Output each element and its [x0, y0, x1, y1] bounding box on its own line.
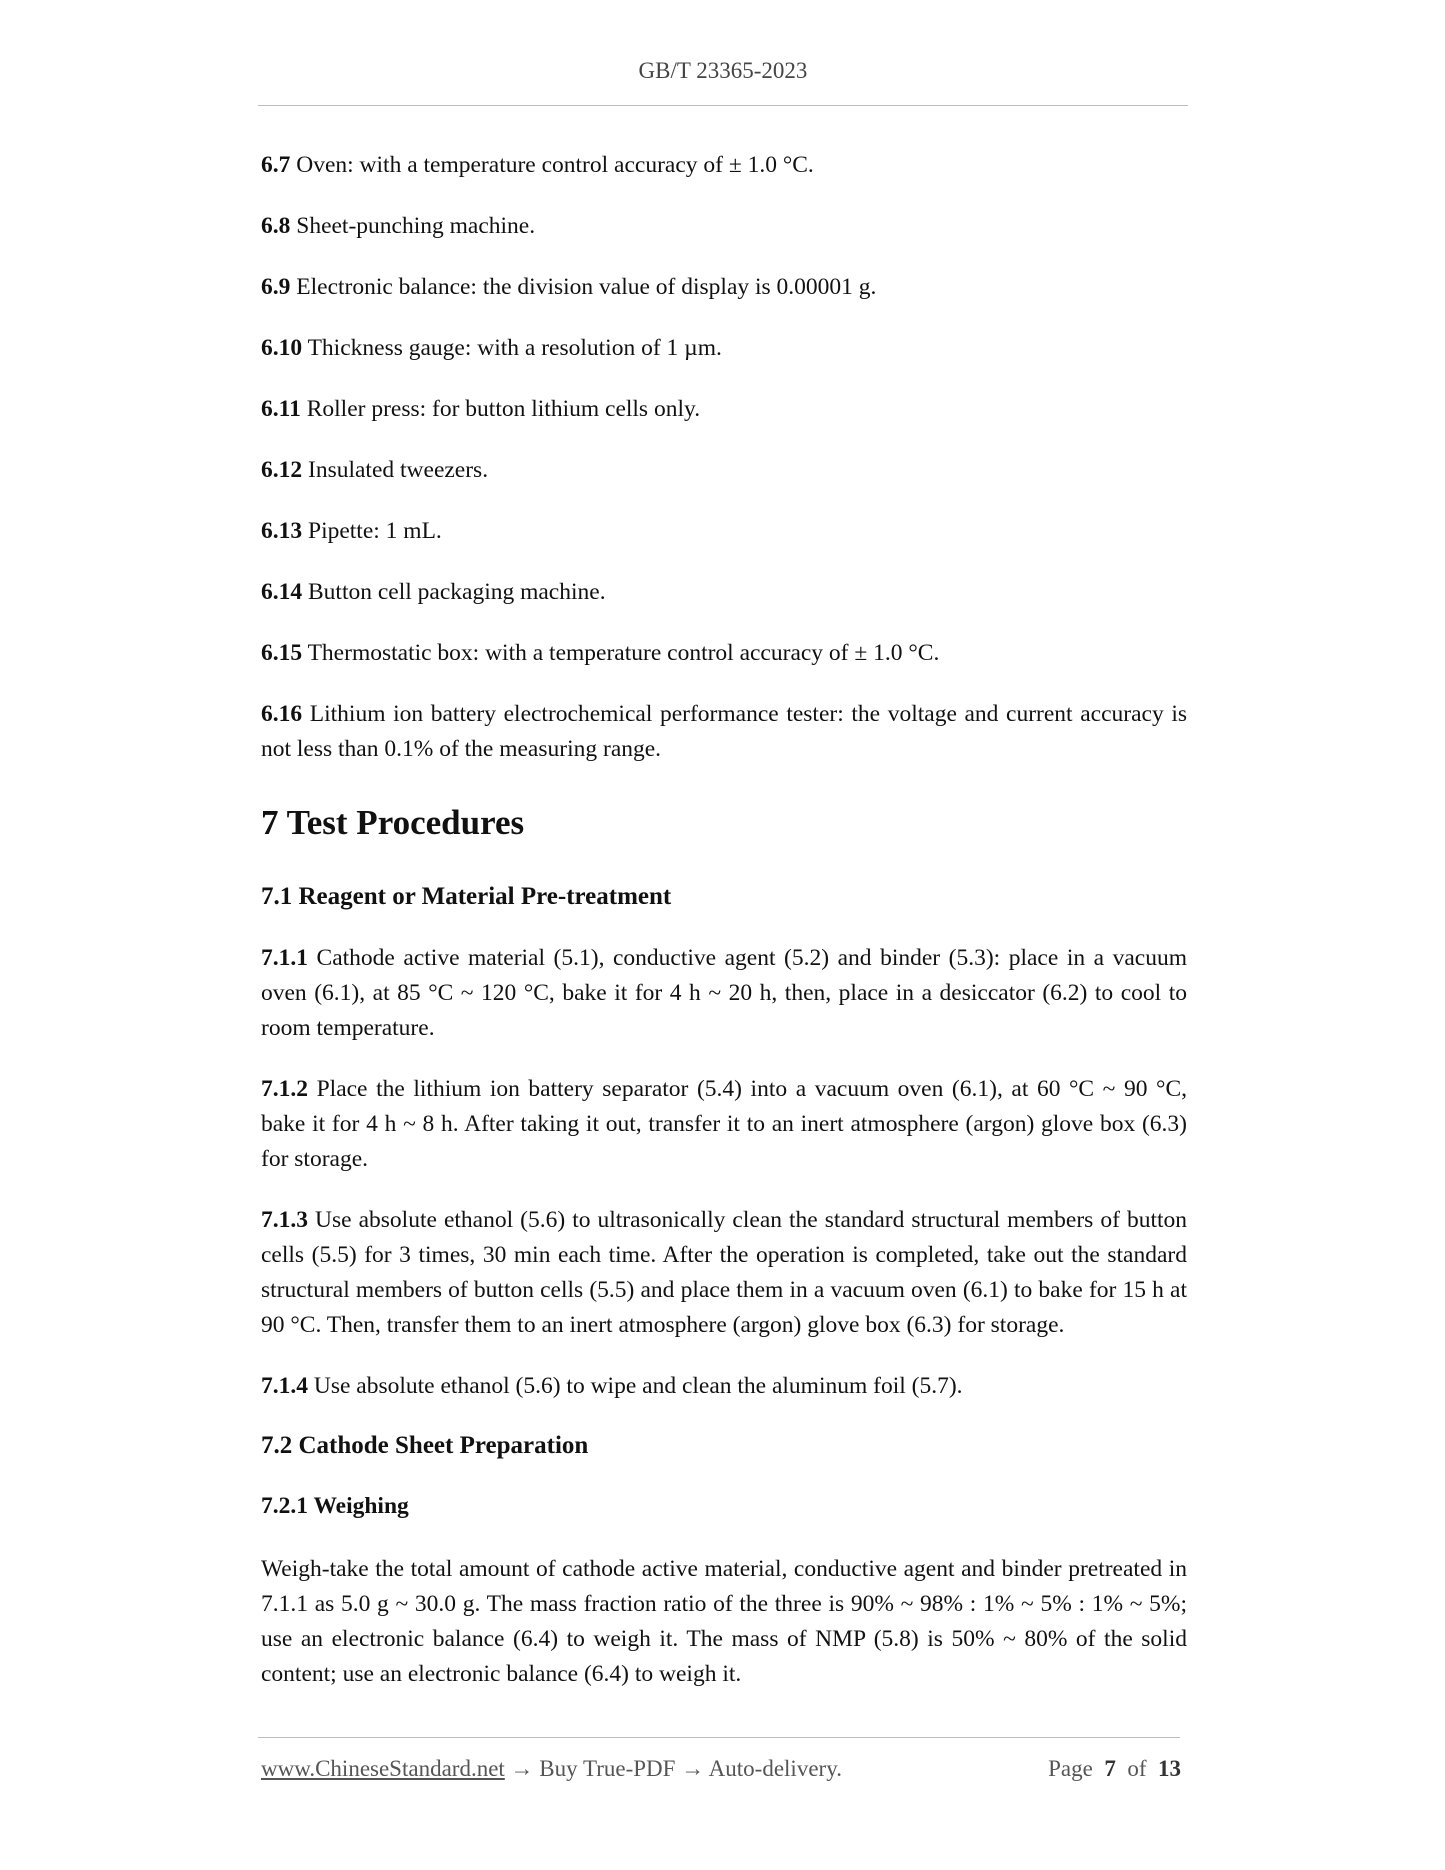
clause-number: 6.15: [261, 640, 303, 666]
clause-text: Oven: with a temperature control accuracy of ± 1.0 °C.: [296, 152, 814, 178]
page-label: Page: [1048, 1756, 1093, 1781]
clause-number: 6.9: [261, 274, 291, 300]
subsection-heading-7-2: 7.2 Cathode Sheet Preparation: [261, 1432, 589, 1459]
clause-number: 6.12: [261, 457, 303, 483]
clause-text: Insulated tweezers.: [308, 457, 489, 483]
clause-text: Electronic balance: the division value of display is 0.00001 g.: [296, 274, 877, 300]
clause-text: Use absolute ethanol (5.6) to ultrasonically clean the standard structural members of button cells (5.5) for 3 times, 30 min each time. After the operation is completed, take out the standard structural members of button cells (5.5) and place them in a vacuum oven (6.1) to bake for 15 h at 90 °C. Then, transfer them to an inert atmosphere (argon) glove box (6.3) for storage.: [261, 1207, 1188, 1338]
subsection-heading-7-1: 7.1 Reagent or Material Pre-treatment: [261, 883, 672, 910]
of-label: of: [1127, 1756, 1147, 1781]
clause-number: 7.1.4: [261, 1373, 308, 1399]
clause-number: 6.7: [261, 152, 291, 178]
footer-divider: [258, 1737, 1180, 1738]
website-link[interactable]: www.ChineseStandard.net: [261, 1756, 505, 1781]
subsubsection-heading-7-2-1: 7.2.1 Weighing: [261, 1493, 409, 1519]
clause-text: Use absolute ethanol (5.6) to wipe and clean the aluminum foil (5.7).: [313, 1373, 963, 1399]
page-indicator: [1048, 1756, 1181, 1782]
clause-6-14: [261, 575, 1187, 610]
section-heading-7: 7 Test Procedures: [261, 803, 525, 842]
clause-6-11: [261, 392, 1187, 427]
clause-7-1-2: [261, 1072, 1187, 1177]
clause-6-15: [261, 636, 1187, 671]
clause-6-10: [261, 331, 1187, 366]
clause-text: Button cell packaging machine.: [308, 579, 606, 605]
clause-6-13: [261, 514, 1187, 549]
clause-text: Lithium ion battery electrochemical performance tester: the voltage and current accuracy is not less than 0.1% of the measuring range.: [261, 701, 1187, 762]
page-total: 13: [1158, 1756, 1181, 1781]
clause-text: Roller press: for button lithium cells only.: [306, 396, 701, 422]
clause-number: 6.11: [261, 396, 301, 422]
clause-6-16: [261, 697, 1187, 767]
weighing-paragraph: Weigh-take the total amount of cathode active material, conductive agent and binder pretreated in 7.1.1 as 5.0 g ~ 30.0 g. The mass fraction ratio of the three is 90% ~ 98% : 1% ~ 5% : 1% ~ 5%; use an electronic balance (6.4) to weigh it. The mass of NMP (5.8) is 50% ~ 80% of the solid content; use an electronic balance (6.4) to weigh it.: [261, 1556, 1187, 1687]
clause-7-1-1: [261, 941, 1187, 1046]
clause-number: 6.8: [261, 213, 291, 239]
running-header: GB/T 23365-2023: [638, 58, 808, 83]
clause-text: Thermostatic box: with a temperature control accuracy of ± 1.0 °C.: [307, 640, 940, 666]
clause-text: Sheet-punching machine.: [296, 213, 536, 239]
arrow-right-icon: →: [510, 1756, 534, 1781]
clause-number: 6.10: [261, 335, 303, 361]
clause-text: Place the lithium ion battery separator (5.4) into a vacuum oven (6.1), at 60 °C ~ 90 °C, bake it for 4 h ~ 8 h. After taking it out, transfer it to an inert atmosphere (argon) glove box (6.3) for storage.: [261, 1076, 1188, 1172]
arrow-right-icon: →: [681, 1756, 705, 1781]
clause-text: Thickness gauge: with a resolution of 1 µm.: [307, 335, 722, 361]
clause-text: Cathode active material (5.1), conductive agent (5.2) and binder (5.3): place in a vacuum oven (6.1), at 85 °C ~ 120 °C, bake it for 4 h ~ 20 h, then, place in a desiccator (6.2) to cool to room temperature.: [261, 945, 1188, 1041]
clause-6-12: [261, 453, 1187, 488]
clause-6-9: [261, 270, 1187, 305]
clause-number: 6.14: [261, 579, 303, 605]
clause-number: 7.1.3: [261, 1207, 308, 1233]
clause-number: 6.13: [261, 518, 303, 544]
clause-7-1-4: [261, 1369, 1187, 1404]
clause-number: 6.16: [261, 701, 303, 727]
clause-7-1-3: [261, 1203, 1187, 1343]
header-divider: [258, 105, 1188, 106]
clause-6-7: [261, 148, 1187, 183]
footer-promo: [261, 1756, 842, 1782]
clause-6-8: [261, 209, 1187, 244]
clause-number: 7.1.2: [261, 1076, 308, 1102]
page-number: 7: [1104, 1756, 1116, 1781]
clause-text: Pipette: 1 mL.: [308, 518, 442, 544]
delivery-text: Auto-delivery.: [708, 1756, 842, 1781]
page-body: [261, 148, 1187, 1718]
buy-text: Buy True-PDF: [539, 1756, 676, 1781]
clause-number: 7.1.1: [261, 945, 308, 971]
